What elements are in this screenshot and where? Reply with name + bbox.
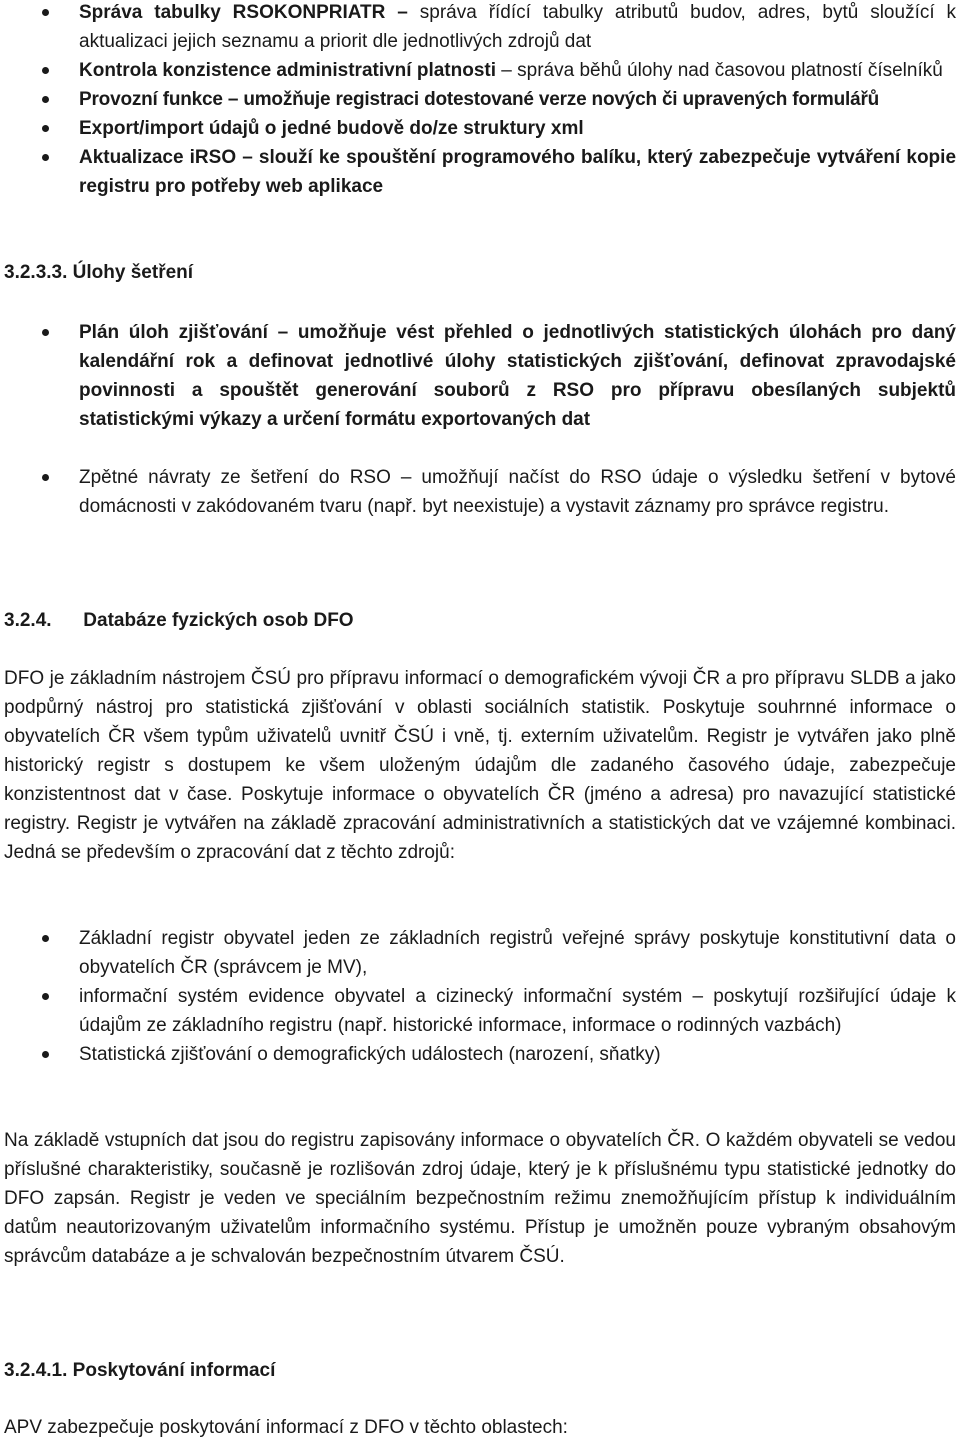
item-text: Statistická zjišťování o demografických událostech (narození, sňatky) [79,1044,661,1065]
list-item [4,924,956,982]
survey-returns-list [4,463,956,521]
survey-tasks-list [4,318,956,434]
dfo-intro-paragraph: DFO je základním nástrojem ČSÚ pro přípravu informací o demografickém vývoji ČR a pro přípravu SLDB a jako podpůrný nástroj pro statistická zjišťování v oblasti sociálních statistik. Poskytuje souhrnné informace o obyvatelích ČR všem typům uživatelů uvnitř ČSÚ i vně, tj. externím uživatelům. Registr je vytvářen jako plně historický registr s dostupem ke všem uloženým údajům dle zadaného časového údaje, zabezpečuje konzistentnost dat v čase. Poskytuje informace o obyvatelích ČR (jméno a adresa) pro navazující statistické registry. Registr je vytvářen na základě zpracování administrativních a statistických dat ve vzájemné kombinaci. Jedná se především o zpracování dat z těchto zdrojů: [4,668,956,863]
list-item [4,318,956,434]
apv-intro-line: APV zabezpečuje poskytování informací z DFO v těchto oblastech: [4,1417,568,1438]
section-heading-324 [4,606,354,635]
section-number: 3.2.3.3. [4,262,68,283]
list-item [4,143,956,201]
list-item [4,463,956,521]
rso-functions-list [4,0,956,201]
item-desc: slouží ke spouštění programového balíku, který zabezpečuje vytváření kopie registru pro potřeby web aplikace [79,147,957,197]
list-item [4,0,956,56]
list-item [4,85,956,114]
list-item [4,56,956,85]
list-item [4,1040,956,1069]
item-dash: – [501,60,512,81]
item-label: Export/import údajů o jedné budově do/ze struktury xml [79,118,584,139]
dfo-sources-list [4,924,956,1069]
list-item [4,114,956,143]
item-text: Zpětné návraty ze šetření do RSO – umožňují načíst do RSO údaje o výsledku šetření v bytové domácnosti v zakódovaném tvaru (např. byt neexistuje) a vystavit záznamy pro správce registru. [79,467,956,517]
item-text: Základní registr obyvatel jeden ze základních registrů veřejné správy poskytuje konstitutivní data o obyvatelích ČR (správcem je MV), [79,928,956,978]
section-title: Úlohy šetření [72,262,194,283]
section-heading-3233 [4,258,193,287]
item-desc: správa běhů úlohy nad časovou platností číselníků [517,60,943,81]
item-desc: umožňuje registraci dotestované verze nových či upravených formulářů [243,89,880,110]
item-dash: – [242,147,253,168]
item-label: Aktualizace iRSO [79,147,237,168]
section-heading-3241 [4,1356,275,1385]
item-desc: správa řídící tabulky atributů budov, adres, bytů sloužící k aktualizaci jejich seznamu a priorit dle jednotlivých zdrojů dat [79,2,957,52]
list-item [4,982,956,1040]
item-dash: – [227,89,239,110]
item-text: Plán úloh zjišťování – umožňuje vést přehled o jednotlivých statistických úlohách pro daný kalendářní rok a definovat jednotlivé úlohy statistických zjišťování, definovat zpravodajské povinnosti a spouštět generování souborů z RSO pro přípravu obesílaných subjektů statistickými výkazy a určení formátu exportovaných dat [79,322,956,430]
dfo-access-paragraph: Na základě vstupních dat jsou do registru zapisovány informace o obyvatelích ČR. O každém obyvateli se vedou příslušné charakteristiky, současně je rozlišován zdroj údaje, který je k příslušnému typu statistické jednotky do DFO zapsán. Registr je veden ve speciálním bezpečnostním režimu znemožňujícím přístup k individuálním datům neautorizovaným uživatelům informačního systému. Přístup je umožněn pouze vybraným obsahovým správcům databáze a je schvalován bezpečnostním útvarem ČSÚ. [4,1130,956,1267]
item-label: Kontrola konzistence administrativní platnosti [79,60,497,81]
section-number: 3.2.4. [4,610,52,631]
item-dash: – [397,2,408,23]
section-title: Databáze fyzických osob DFO [83,610,354,631]
item-text: informační systém evidence obyvatel a cizinecký informační systém – poskytují rozšiřující údaje k údajům ze základního registru (např. historické informace, informace o rodinných vazbách) [79,986,956,1036]
section-number: 3.2.4.1. [4,1360,68,1381]
item-label: Správa tabulky RSOKONPRIATR [79,2,386,23]
item-label: Provozní funkce [79,89,223,110]
section-title: Poskytování informací [72,1360,276,1381]
